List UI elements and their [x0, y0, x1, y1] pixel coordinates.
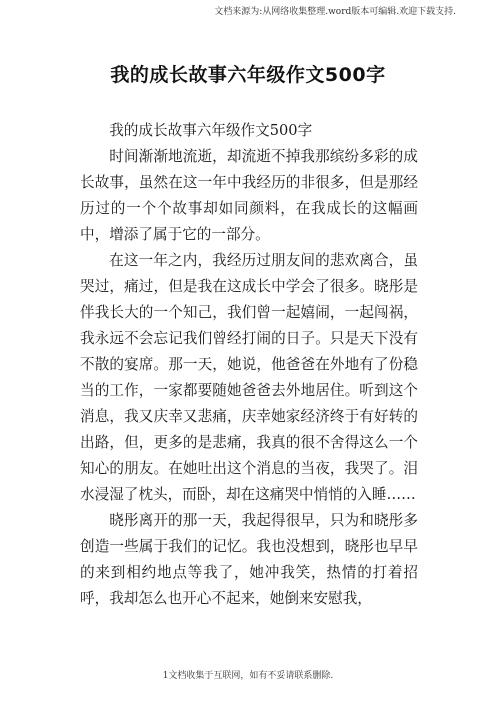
document-body: [80, 118, 418, 612]
paragraph-1: 时间渐渐地流逝，却流逝不掉我那缤纷多彩的成长故事，虽然在这一年中我经历的非很多，但是那经历过的一个个故事却如同颜料，在我成长的这幅画中，增添了属于它的一部分。: [80, 148, 418, 243]
document-title: 我的成长故事六年级作文500字: [110, 64, 386, 86]
footer-note: 1文档收集于互联网，如有不妥请联系删除.: [162, 671, 334, 681]
paragraph-2: 在这一年之内，我经历过朋友间的悲欢离合，虽哭过，痛过，但是我在这成长中学会了很多。晓彤是伴我长大的一个知己，我们曾一起嬉闹，一起闯祸，我永远不会忘记我们曾经打闹的日子。只是天下没有不散的宴席。那一天，她说，他爸爸在外地有了份稳当的工作，一家都要随她爸爸去外地居住。听到这个消息，我又庆幸又悲痛，庆幸她家经济终于有好转的出路，但，更多的是悲痛，我真的很不舍得这么一个知心的朋友。在她吐出这个消息的当夜，我哭了。泪水浸湿了枕头，而卧，却在这痛哭中悄悄的入睡……: [80, 252, 418, 503]
paragraph-subtitle: 我的成长故事六年级作文500字: [109, 122, 313, 139]
header-source-note: 文档来源为:从网络收集整理.word版本可编辑.欢迎下载支持.: [214, 7, 456, 17]
paragraph-3: 晓彤离开的那一天，我起得很早，只为和晓彤多创造一些属于我们的记忆。我也没想到，晓彤也早早的来到相约地点等我了，她冲我笑，热情的打着招呼，我却怎么也开心不起来，她倒来安慰我，: [80, 512, 418, 607]
